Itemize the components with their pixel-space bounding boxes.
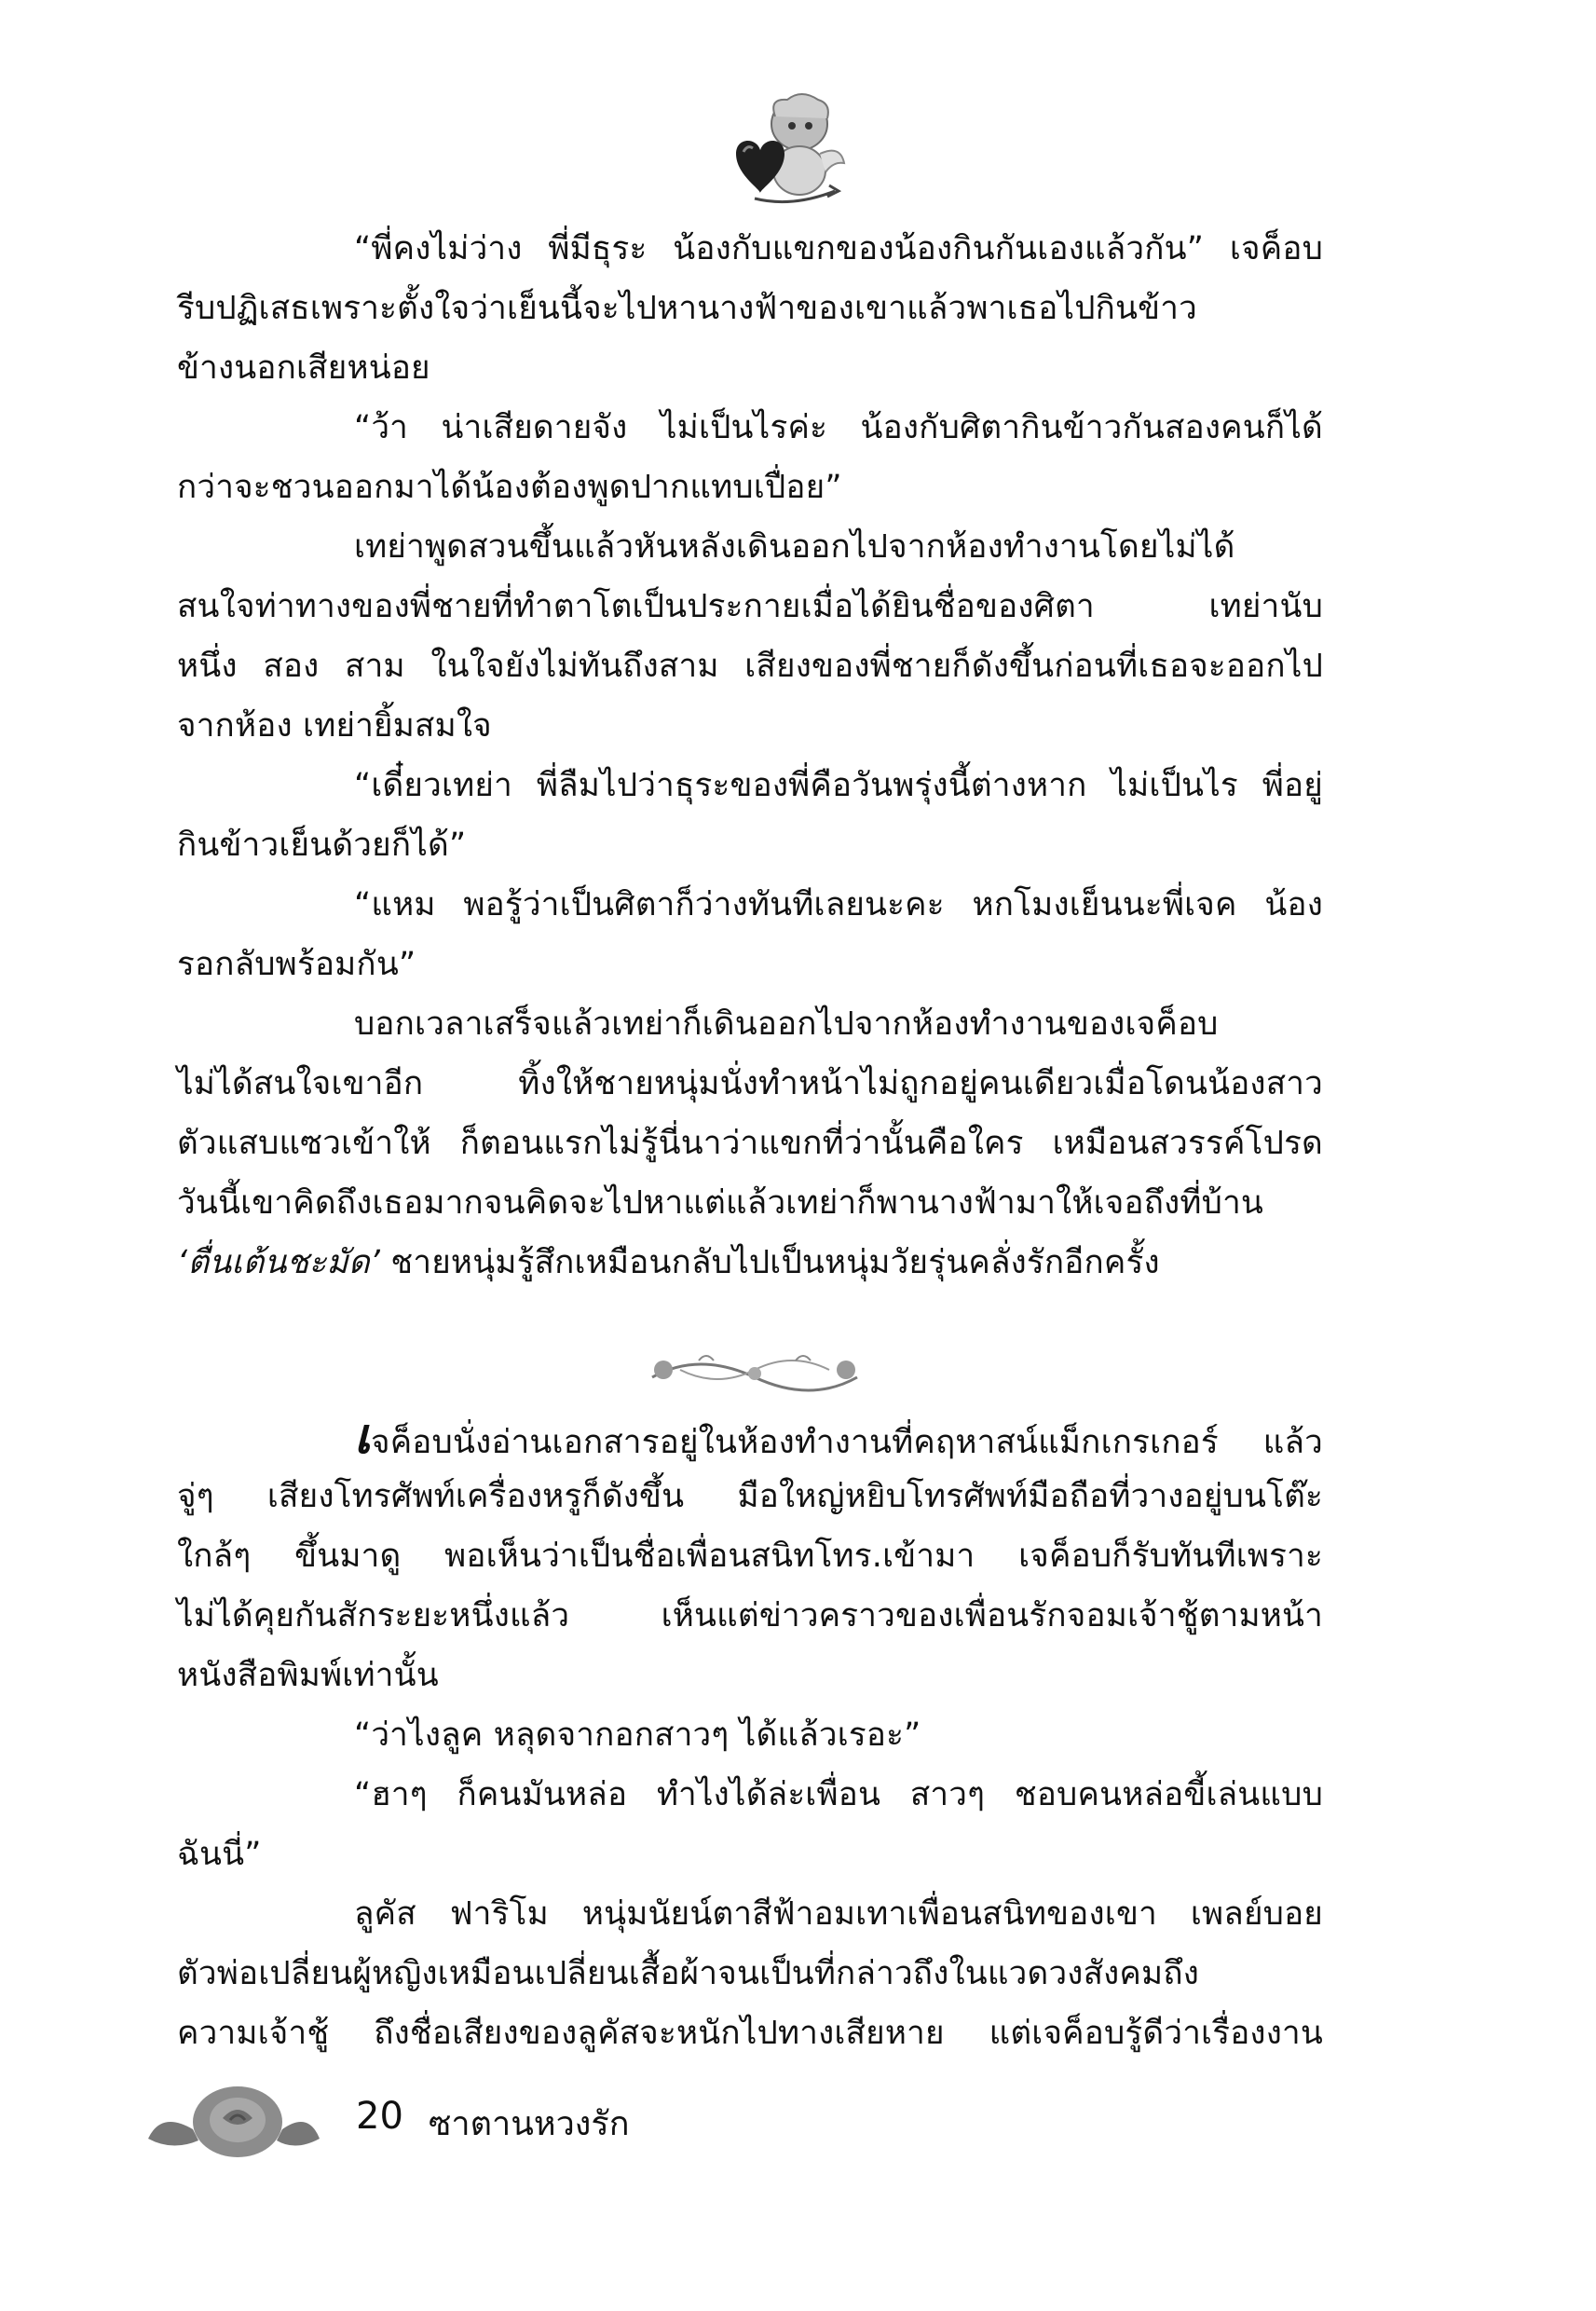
rose-icon [144,2073,321,2167]
text-line: หนังสือพิมพ์เท่านั้น [177,1657,439,1694]
text-line [177,1233,1323,1292]
text-line: ฉันนี่” [177,1836,262,1873]
text-line: ตัวแสบแซวเข้าให้ ก็ตอนแรกไม่รู้นี่นาว่าแขกที่ว่านั้นคือใคร เหมือนสวรรค์โปรด [177,1125,1323,1162]
text-line: ตัวพ่อเปลี่ยนผู้หญิงเหมือนเปลี่ยนเสื้อผ้าจนเป็นที่กล่าวถึงในแวดวงสังคมถึง [177,1955,1200,1992]
text-line: ใกล้ๆ ขึ้นมาดู พอเห็นว่าเป็นชื่อเพื่อนสนิทโทร.เข้ามา เจค็อบก็รับทันทีเพราะ [177,1538,1323,1575]
text-line: กว่าจะชวนออกมาได้น้องต้องพูดปากแทบเปื่อย” [177,469,842,506]
line-remainder: ชายหนุ่มรู้สึกเหมือนกลับไปเป็นหนุ่มวัยรุ่นคลั่งรักอีกครั้ง [380,1244,1160,1281]
text-line [177,1407,1323,1467]
text-line: รีบปฏิเสธเพราะตั้งใจว่าเย็นนี้จะไปหานางฟ้าของเขาแล้วพาเธอไปกินข้าว [177,290,1197,327]
section-one-text [177,219,1323,1292]
text-line: จากห้อง เทย่ายิ้มสมใจ [177,707,492,745]
text-line: “ฮาๆ ก็คนมันหล่อ ทำไงได้ล่ะเพื่อน สาวๆ ชอบคนหล่อขี้เล่นแบบ [354,1776,1323,1813]
text-line: รอกลับพร้อมกัน” [177,946,416,983]
drop-cap: เ [354,1409,371,1465]
section-two-text [177,1407,1323,2063]
text-line: “พี่คงไม่ว่าง พี่มีธุระ น้องกับแขกของน้องกินกันเองแล้วกัน” เจค็อบ [354,230,1323,267]
text-line: ลูคัส ฟาริโม หนุ่มนัยน์ตาสีฟ้าอมเทาเพื่อนสนิทของเขา เพลย์บอย [354,1895,1323,1933]
text-line: ความเจ้าชู้ ถึงชื่อเสียงของลูคัสจะหนักไปทางเสียหาย แต่เจค็อบรู้ดีว่าเรื่องงาน [177,2015,1323,2052]
text-line: หนึ่ง สอง สาม ในใจยังไม่ทันถึงสาม เสียงของพี่ชายก็ดังขึ้นก่อนที่เธอจะออกไป [177,648,1323,685]
page-number: 20 [356,2095,403,2138]
ornament-divider [643,1342,866,1407]
text-line: ข้างนอกเสียหน่อย [177,349,430,387]
cupid-illustration [717,89,848,214]
book-title: ซาตานหวงรัก [429,2105,630,2143]
text-line: เทย่าพูดสวนขึ้นแล้วหันหลังเดินออกไปจากห้องทำงานโดยไม่ได้ [354,528,1235,566]
text-line: ไม่ได้คุยกันสักระยะหนึ่งแล้ว เห็นแต่ข่าวคราวของเพื่อนรักจอมเจ้าชู้ตามหน้า [177,1597,1323,1634]
text-line: “ว้า น่าเสียดายจัง ไม่เป็นไรค่ะ น้องกับศิตากินข้าวกันสองคนก็ได้ [354,409,1323,446]
text-line: จู่ๆ เสียงโทรศัพท์เครื่องหรูก็ดังขึ้น มือใหญ่หยิบโทรศัพท์มือถือที่วางอยู่บนโต๊ะ [177,1478,1323,1515]
line-remainder: จค็อบนั่งอ่านเอกสารอยู่ในห้องทำงานที่คฤหาสน์แม็กเกรเกอร์ แล้ว [370,1424,1323,1461]
text-line: “ว่าไงลูค หลุดจากอกสาวๆ ได้แล้วเรอะ” [354,1716,921,1754]
text-line: “แหม พอรู้ว่าเป็นศิตาก็ว่างทันทีเลยนะคะ หกโมงเย็นนะพี่เจค น้อง [354,886,1323,923]
text-line: บอกเวลาเสร็จแล้วเทย่าก็เดินออกไปจากห้องทำงานของเจค็อบ [354,1005,1219,1043]
text-line: “เดี๋ยวเทย่า พี่ลืมไปว่าธุระของพี่คือวันพรุ่งนี้ต่างหาก ไม่เป็นไร พี่อยู่ [354,767,1323,804]
text-line: วันนี้เขาคิดถึงเธอมากจนคิดจะไปหาแต่แล้วเทย่าก็พานางฟ้ามาให้เจอถึงที่บ้าน [177,1184,1264,1222]
text-line: ไม่ได้สนใจเขาอีก ทิ้งให้ชายหนุ่มนั่งทำหน้าไม่ถูกอยู่คนเดียวเมื่อโดนน้องสาว [177,1065,1323,1102]
text-line: กินข้าวเย็นด้วยก็ได้” [177,827,467,864]
text-line: สนใจท่าทางของพี่ชายที่ทำตาโตเป็นประกายเมื่อได้ยินชื่อของศิตา เทย่านับ [177,588,1323,625]
italic-phrase: ‘ตื่นเต้นชะมัด’ [177,1244,381,1281]
